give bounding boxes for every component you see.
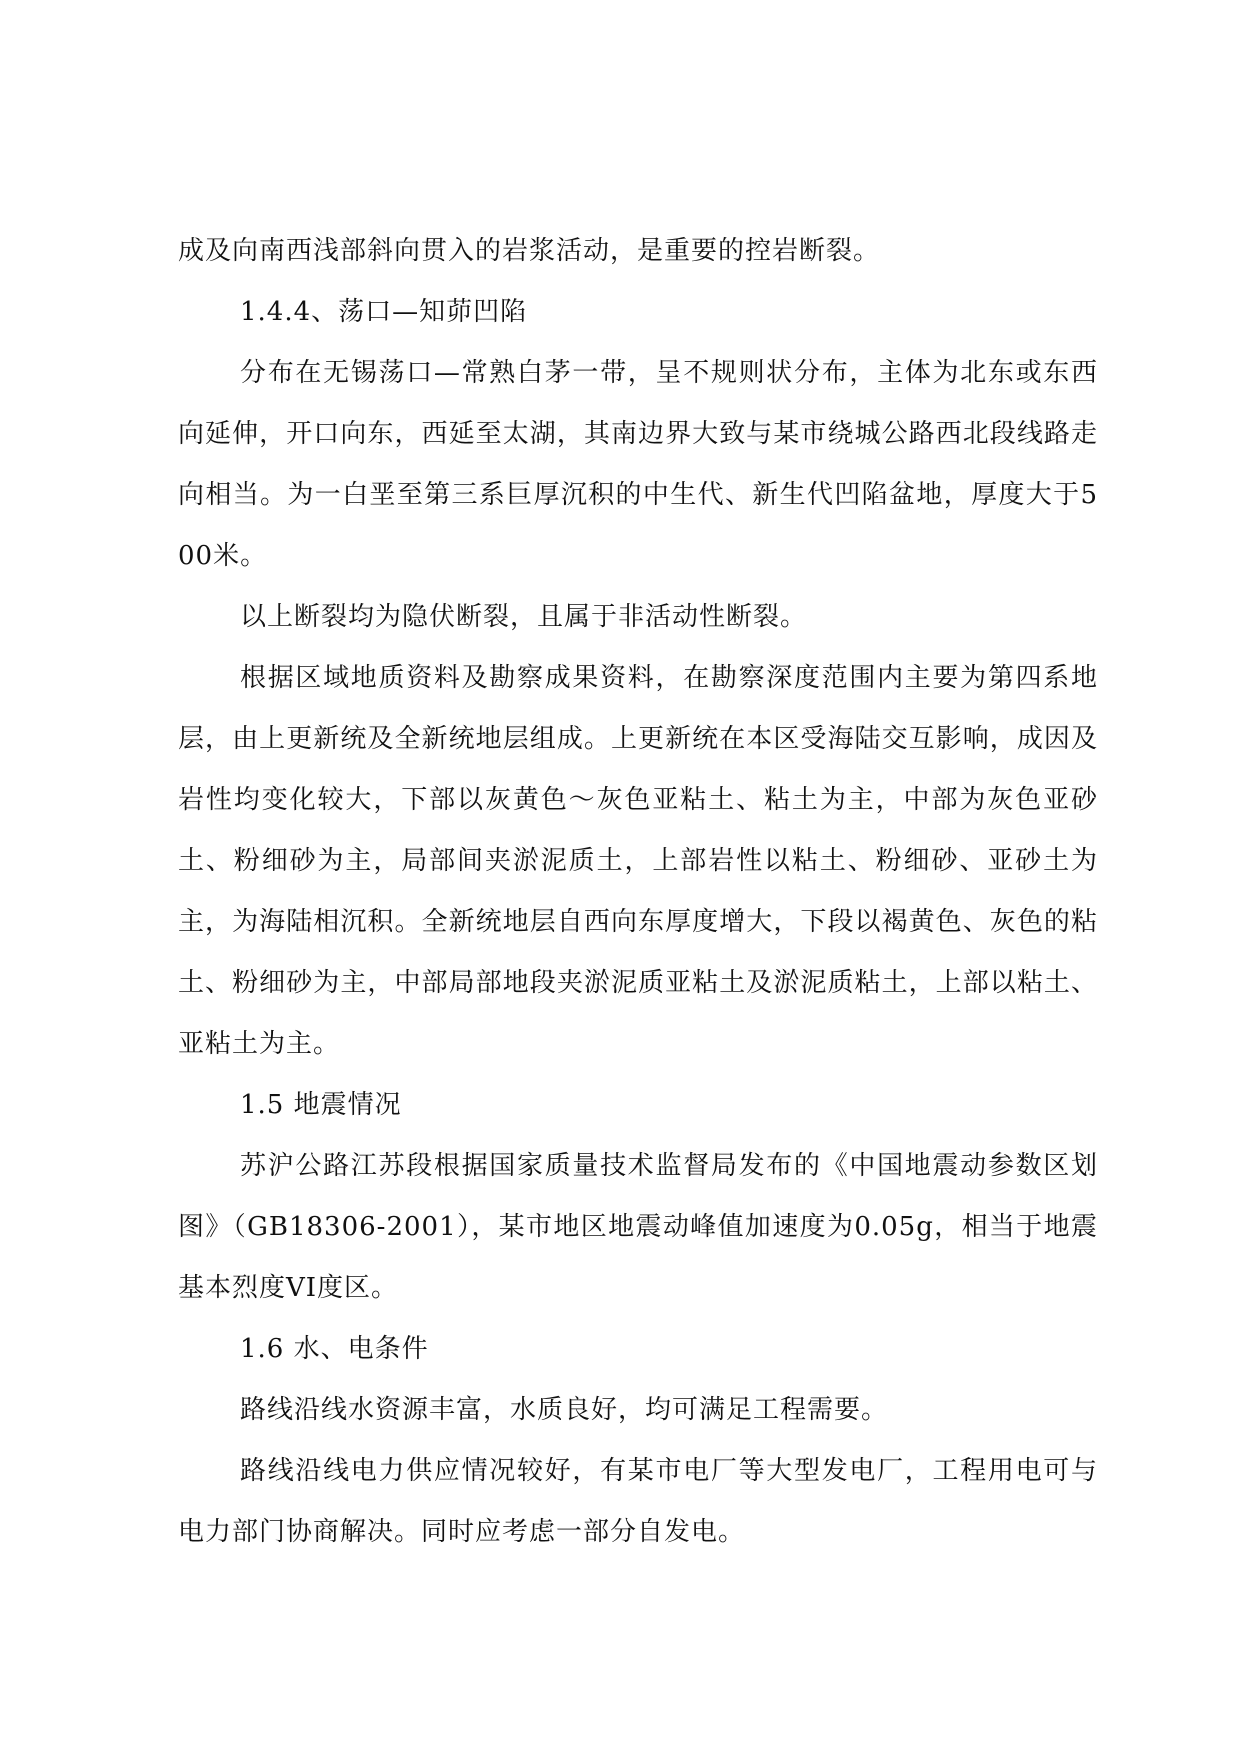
document-body [178,221,1098,1563]
paragraph-fault-summary: 以上断裂均为隐伏断裂，且属于非活动性断裂。 [240,602,808,632]
paragraph-water: 路线沿线水资源丰富，水质良好，均可满足工程需要。 [240,1395,889,1425]
paragraph-electricity: 路线沿线电力供应情况较好，有某市电厂等大型发电厂，工程用电可与电力部门协商解决。同时应考虑一部分自发电。 [178,1456,1098,1547]
paragraph-depression-description: 分布在无锡荡口—常熟白茅一带，呈不规则状分布，主体为北东或东西向延伸，开口向东，西延至太湖，其南边界大致与某市绕城公路西北段线路走向相当。为一白垩至第三系巨厚沉积的中生代、新生代凹陷盆地，厚度大于500米。 [178,358,1098,571]
paragraph-stratigraphy: 根据区域地质资料及勘察成果资料，在勘察深度范围内主要为第四系地层，由上更新统及全新统地层组成。上更新统在本区受海陆交互影响，成因及岩性均变化较大，下部以灰黄色～灰色亚粘土、粘土为主，中部为灰色亚砂土、粉细砂为主，局部间夹淤泥质土，上部岩性以粘土、粉细砂、亚砂土为主，为海陆相沉积。全新统地层自西向东厚度增大，下段以褐黄色、灰色的粘土、粉细砂为主，中部局部地段夹淤泥质亚粘土及淤泥质粘土，上部以粘土、亚粘土为主。 [178,663,1098,1059]
section-heading-1-5: 1.5 地震情况 [240,1090,402,1120]
paragraph-continued: 成及向南西浅部斜向贯入的岩浆活动，是重要的控岩断裂。 [178,236,881,266]
section-heading-1-4-4: 1.4.4、荡口—知茆凹陷 [240,297,528,327]
section-heading-1-6: 1.6 水、电条件 [240,1334,429,1364]
paragraph-seismic: 苏沪公路江苏段根据国家质量技术监督局发布的《中国地震动参数区划图》（GB18306-2001），某市地区地震动峰值加速度为0.05g，相当于地震基本烈度VI度区。 [178,1151,1098,1303]
